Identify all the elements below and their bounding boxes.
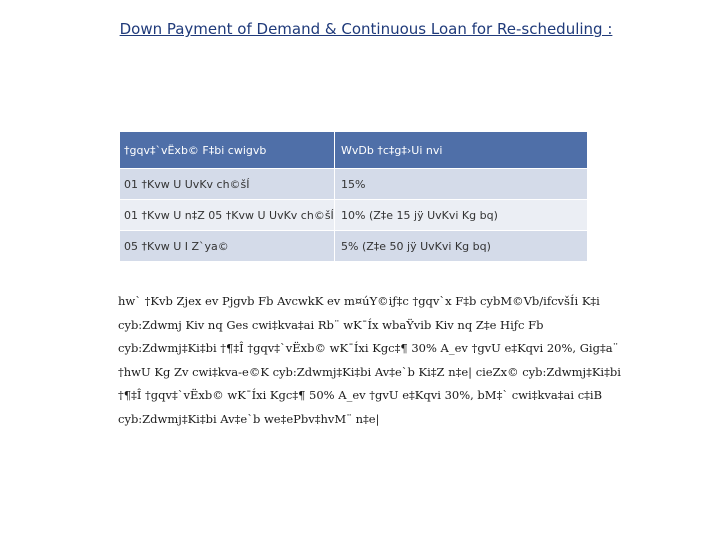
body-paragraph: hw` †Kvb Zjex ev Pjgvb Fb AvcwkK ev m¤úY©iƒ‡c †gqv`x F‡b cybM©Vb/ifcvšÍi K‡i cyb:Zdwmj Kiv nq Ges cwi‡kva‡ai Rb¨ wK¯Íx wbaŸvib Kiv nq Z‡e Hiƒc Fb cyb:Zdwmj‡Ki‡bi †¶‡Î †gqv‡`vËxb© wK¯Íxi Kgc‡¶ 30% A_ev †gvU e‡Kqvi 20%, Gig‡a¨ †hwU Kg Zv cwi‡kva-e©K cyb:Zdwmj‡Ki‡bi Av‡e`b Ki‡Z n‡e| cieZx© cyb:Zdwmj‡Ki‡bi †¶‡Î †gqv‡`vËxb© wK¯Íxi Kgc‡¶ 50% A_ev †gvU e‡Kqvi 30%, bM‡` cwi‡kva‡ai c‡iB cyb:Zdwmj‡Ki‡bi Av‡e`b we‡ePbv‡hvM¨ n‡e| (118, 294, 621, 426)
table-row (120, 169, 587, 200)
loan-amount-cell: 05 †Kvw U I Z`ya© (120, 231, 335, 262)
loan-amount-cell: 01 †Kvw U n‡Z 05 †Kvw U UvKv ch©šÍ (120, 200, 335, 231)
rate-cell: 5% (Z‡e 50 jÿ UvKvi Kg bq) (335, 231, 588, 262)
header-loan-amount: †gqv‡`vËxb© F‡bi cwigvb (120, 132, 335, 169)
loan-amount-cell: 01 †Kvw U UvKv ch©šÍ (120, 169, 335, 200)
rate-cell: 15% (335, 169, 588, 200)
header-down-payment-rate: WvDb †c‡g‡›Ui nvi (335, 132, 588, 169)
rate-cell: 10% (Z‡e 15 jÿ UvKvi Kg bq) (335, 200, 588, 231)
table-row (120, 231, 587, 262)
table-row (120, 200, 587, 231)
down-payment-table (120, 132, 587, 261)
page-title: Down Payment of Demand & Continuous Loan for Re-scheduling : (119, 20, 613, 38)
table-header-row (120, 132, 587, 169)
